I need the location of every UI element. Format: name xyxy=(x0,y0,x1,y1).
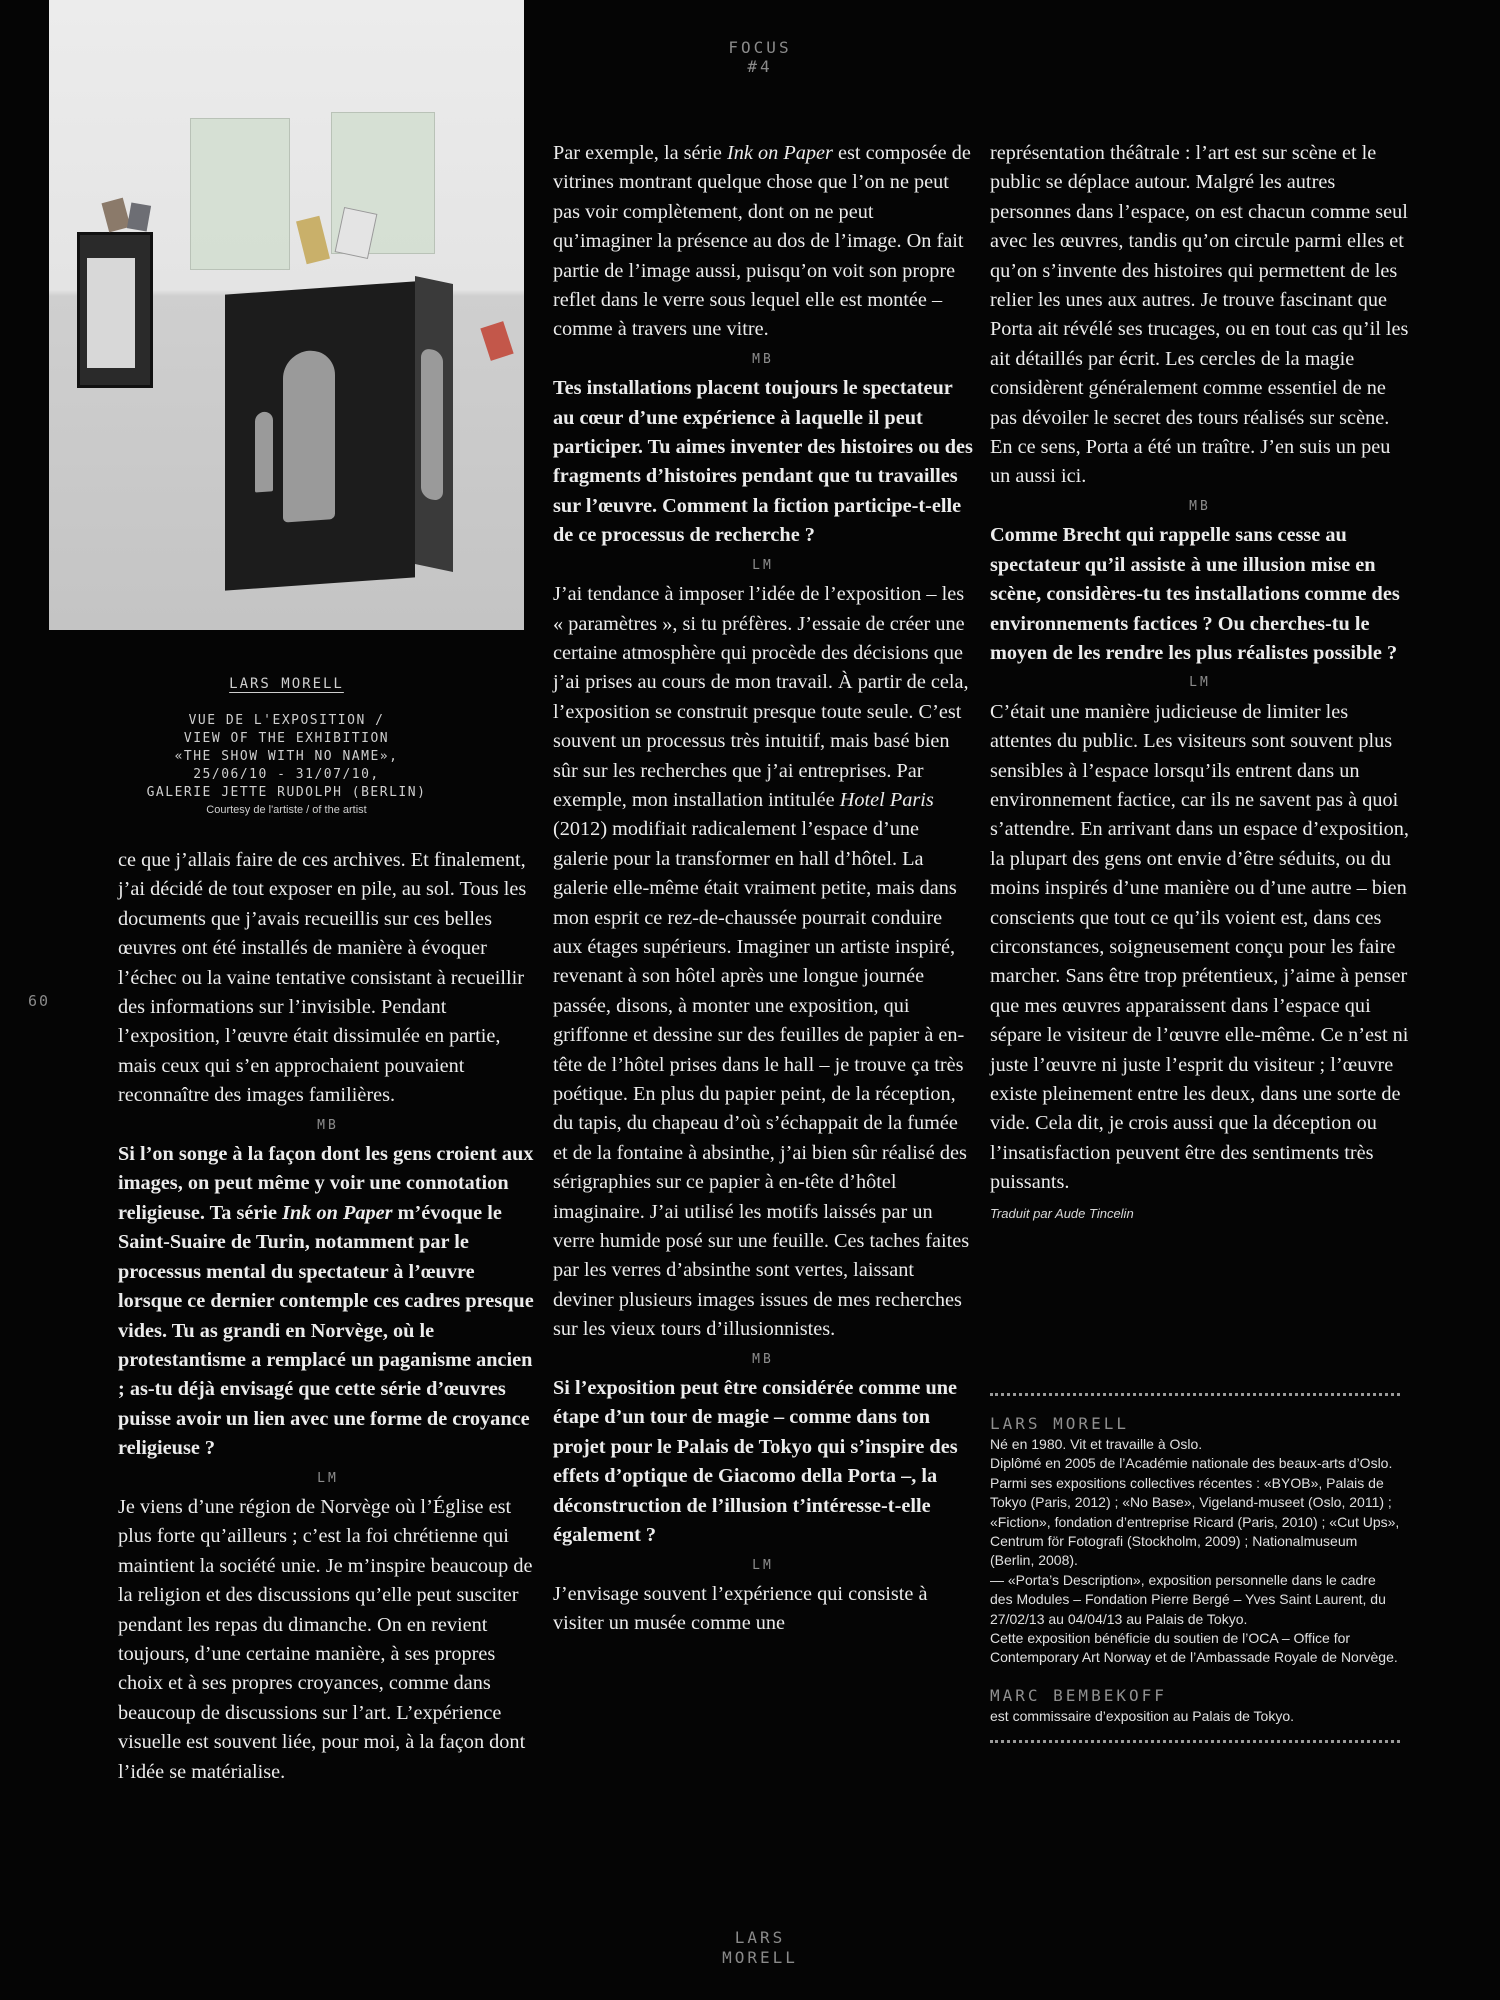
caption-artist: LARS MORELL xyxy=(229,676,344,692)
answer-paragraph: représentation théâtrale : l’art est sur scène et le public se déplace autour. Malgré les autres personnes dans l’espace, on est chacun comme seul avec les œuvres, tandis qu’on circule parmi elles et qu’on s’invente des histoires qui permettent de les relier les unes aux autres. Je trouve fascinant que Porta ait révélé ses trucages, ou en tout cas qu’il les ait détaillés par écrit. Les cercles de la magie considèrent généralement comme essentiel de ne pas dévoiler le secret des tours réalisés sur scène. En ce sens, Porta a été un traître. J’en suis un peu un aussi ici. xyxy=(990,142,1409,488)
section-header xyxy=(700,38,820,76)
answer-paragraph: Je viens d’une région de Norvège où l’Église est plus forte qu’ailleurs ; c’est la foi chrétienne qui maintient la société unie. Je m’inspire beaucoup de la religion et des discussions qu’elle peut susciter pendant les repas du dimanche. On en revient toujours, d’une certaine manière, à ses propres choix et à ses propres croyances, comme dans beaucoup de discussions sur l’art. L’expérience visuelle est souvent liée, pour moi, à la façon dont l’idée se matérialise. xyxy=(118,1495,533,1783)
page-number: 60 xyxy=(28,992,51,1010)
text-column-3 xyxy=(990,139,1410,1224)
footer-line2: MORELL xyxy=(722,1948,798,1967)
footer-line1: LARS xyxy=(734,1928,786,1947)
text-column-1 xyxy=(118,846,538,1787)
question-paragraph: Si l’exposition peut être considérée comme une étape d’un tour de magie – comme dans ton projet pour le Palais de Tokyo qui s’inspire des effets d’optique de Giacomo della Porta –, la déconstruction de l’illusion t’intéresse-t-elle également ? xyxy=(553,1377,958,1547)
dotted-divider xyxy=(990,1393,1400,1396)
speaker-label-lm: LM xyxy=(752,1557,774,1573)
artwork-title: Ink on Paper xyxy=(282,1201,393,1224)
question-paragraph: Comme Brecht qui rappelle sans cesse au spectateur qu’il assiste à une illusion mise en scène, considères-tu tes installations comme des environnements factices ? Ou cherches-tu le moyen de les rendre les plus réalistes possible ? xyxy=(990,524,1400,664)
answer-paragraph: Par exemple, la série Ink on Paper est composée de vitrines montrant quelque chose que l’on ne peut pas voir complètement, dont on ne peut qu’imaginer la présence au dos de l’image. On fait partie de l’image aussi, puisqu’on voit son propre reflet dans le verre sous lequel elle est montée – comme à travers une vitre. xyxy=(553,142,971,341)
photo-caption xyxy=(49,676,524,818)
speaker-label-mb: MB xyxy=(1189,498,1211,514)
dotted-divider xyxy=(990,1740,1400,1743)
bio-line: — «Porta’s Description», exposition personnelle dans le cadre des Modules – Fondation Pierre Bergé – Yves Saint Laurent, du 27/02/13 au 04/04/13 au Palais de Tokyo. xyxy=(990,1571,1386,1627)
caption-line: 25/06/10 - 31/07/10, xyxy=(193,767,380,782)
speaker-label-mb: MB xyxy=(317,1117,339,1133)
bio-line: Diplômé en 2005 de l’Académie nationale des beaux-arts d’Oslo. Parmi ses expositions collectives récentes : «BYOB», Palais de Tokyo (Paris, 2012) ; «No Base», Vigeland-museet (Oslo, 2011) ; «Fiction», fondation d’entreprise Ricard (Paris, 2010) ; «Cut Ups», Centrum för Fotografi (Stockholm, 2009) ; Nationalmuseum (Berlin, 2008). xyxy=(990,1455,1400,1569)
bio-line: Cette exposition bénéficie du soutien de l’OCA – Office for Contemporary Art Norway et de l’Ambassade Royale de Norvège. xyxy=(990,1630,1398,1666)
caption-line: VUE DE L'EXPOSITION / xyxy=(188,713,385,728)
translator-credit: Traduit par Aude Tincelin xyxy=(990,1205,1134,1221)
text-column-2 xyxy=(553,139,973,1639)
bio-line: Né en 1980. Vit et travaille à Oslo. xyxy=(990,1436,1203,1452)
answer-paragraph: J’envisage souvent l’expérience qui consiste à visiter un musée comme une xyxy=(553,1582,928,1635)
section-header-line2: #4 xyxy=(747,57,773,76)
caption-line: VIEW OF THE EXHIBITION xyxy=(183,731,390,746)
speaker-label-mb: MB xyxy=(752,351,774,367)
speaker-label-mb: MB xyxy=(752,1351,774,1367)
exhibition-photo xyxy=(49,0,524,630)
bio-box xyxy=(990,1393,1400,1743)
artwork-title: Hotel Paris xyxy=(839,788,934,811)
footer-logo xyxy=(700,1928,820,1968)
speaker-label-lm: LM xyxy=(752,557,774,573)
question-paragraph: Si l’on songe à la façon dont les gens croient aux images, on peut même y voir une connotation religieuse. Ta série Ink on Paper m’évoque le Saint-Suaire de Turin, notamment par le processus mental du spectateur à l’œuvre lorsque ce dernier contemple ces cadres presque vides. Tu as grandi en Norvège, où le protestantisme a remplacé un paganisme ancien ; as-tu déjà envisagé que cette série d’œuvres puisse avoir un lien avec une forme de croyance religieuse ? xyxy=(118,1143,534,1460)
bio-artist-text xyxy=(990,1435,1400,1668)
answer-paragraph: ce que j’allais faire de ces archives. Et finalement, j’ai décidé de tout exposer en pile, au sol. Tous les documents que j’avais recueillis sur ces belles œuvres ont été installés de manière à évoquer l’échec ou la vaine tentative consistant à recueillir des informations sur l’invisible. Pendant l’exposition, l’œuvre était dissimulée en partie, mais ceux qui s’en approchaient pouvaient reconnaître des images familières. xyxy=(118,849,527,1107)
bio-curator-name: MARC BEMBEKOFF xyxy=(990,1685,1167,1705)
section-header-line1: FOCUS xyxy=(728,38,792,57)
caption-courtesy: Courtesy de l'artiste / of the artist xyxy=(206,804,367,816)
question-paragraph: Tes installations placent toujours le spectateur au cœur d’une expérience à laquelle il peut participer. Tu aimes inventer des histoires ou des fragments d’histoires pendant que tu travailles sur l’œuvre. Comment la fiction participe-t-elle de ce processus de recherche ? xyxy=(553,377,973,547)
bio-curator-text: est commissaire d’exposition au Palais de Tokyo. xyxy=(990,1707,1295,1724)
caption-line: «THE SHOW WITH NO NAME», xyxy=(174,749,399,764)
bio-artist-name: LARS MORELL xyxy=(990,1414,1129,1433)
answer-paragraph: C’était une manière judicieuse de limiter les attentes du public. Les visiteurs sont souvent plus sensibles à l’espace lorsqu’ils entrent dans un environnement factice, car ils ne savent pas à quoi s’attendre. En arrivant dans un espace d’exposition, la plupart des gens ont envie d’être séduits, ou du moins inspirés d’une manière ou d’une autre – bien conscients que tout ce qu’ils voient est, dans ces circonstances, soigneusement conçu pour les faire marcher. Sans être trop prétentieux, j’aime à penser que mes œuvres apparaissent dans l’espace qui sépare le visiteur de l’œuvre elle-même. Ce n’est ni juste l’œuvre ni juste l’esprit du visiteur ; l’œuvre existe pleinement entre les deux, dans une sorte de vide. Cela dit, je crois aussi que la déception ou l’insatisfaction peuvent être des sentiments très puissants. xyxy=(990,700,1410,1194)
caption-line: GALERIE JETTE RUDOLPH (BERLIN) xyxy=(146,785,427,800)
speaker-label-lm: LM xyxy=(1189,675,1211,691)
speaker-label-lm: LM xyxy=(317,1470,339,1486)
answer-paragraph: J’ai tendance à imposer l’idée de l’exposition – les « paramètres », si tu préfères. J’essaie de créer une certaine atmosphère qui procède des décisions que j’ai prises au cours de mon travail. À partir de cela, l’exposition se construit presque toute seule. C’est souvent un processus très intuitif, mais basé bien sûr sur les recherches que j’ai entreprises. Par exemple, mon installation intitulée Hotel Paris (2012) modifiait radicalement l’espace d’une galerie pour la transformer en hall d’hôtel. La galerie elle-même était vraiment petite, mais dans mon esprit ce rez-de-chaussée pourrait conduire aux étages supérieurs. Imaginer un artiste inspiré, revenant à son hôtel après une longue journée passée, disons, à monter une exposition, qui griffonne et dessine sur des feuilles de papier à en-tête de l’hôtel prises dans le hall – je trouve ça très poétique. En plus du papier peint, de la réception, du tapis, du chapeau d’où s’échappait de la fumée et de la fontaine à absinthe, j’ai bien sûr réalisé des sérigraphies sur ce papier à en-tête d’hôtel imaginaire. J’ai utilisé les motifs laissés par un verre humide posé sur une feuille. Ces taches faites par les verres d’absinthe sont vertes, laissant deviner plusieurs images issues de mes recherches sur les vieux tours d’illusionnistes. xyxy=(553,583,970,1341)
artwork-title: Ink on Paper xyxy=(727,142,833,164)
